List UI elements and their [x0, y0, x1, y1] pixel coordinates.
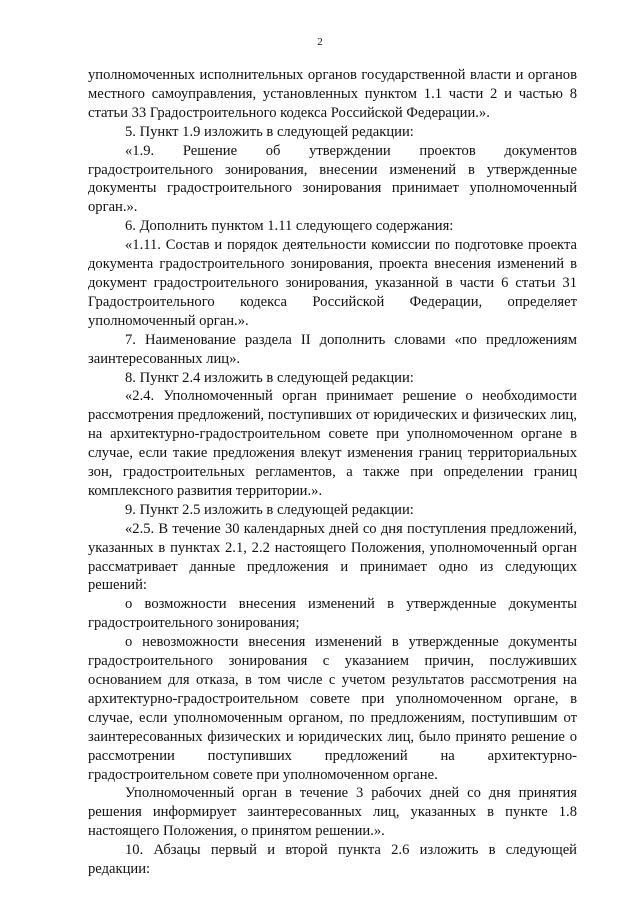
paragraph: о возможности внесения изменений в утвержденные документы градостроительного зонирования;	[88, 596, 577, 632]
paragraph: 8. Пункт 2.4 изложить в следующей редакции:	[125, 369, 414, 386]
paragraph: 9. Пункт 2.5 изложить в следующей редакции:	[125, 501, 414, 518]
paragraph: 7. Наименование раздела II дополнить словами «по предложениям заинтересованных лиц».	[88, 331, 577, 367]
paragraph: уполномоченных исполнительных органов государственной власти и органов местного самоуправления, установленных пунктом 1.1 части 2 и частью 8 статьи 33 Градостроительного кодекса Российской Федерации.».	[88, 67, 577, 121]
paragraph: о невозможности внесения изменений в утвержденные документы градостроительного зонирования с указанием причин, послуживших основанием для отказа, в том числе с учетом результатов рассмотрения на архитектурно-градостроительном совете при уполномоченном органе, в случае, если уполномоченным органом, по предложениям, поступившим от заинтересованных физических и юридических лиц, было принято решение о рассмотрении поступивших предложений на архитектурно-градостроительном совете при уполномоченном органе.	[88, 634, 577, 783]
paragraph: 6. Дополнить пунктом 1.11 следующего содержания:	[125, 218, 454, 235]
paragraph: 10. Абзацы первый и второй пункта 2.6 изложить в следующей редакции:	[88, 842, 577, 878]
paragraph: «2.4. Уполномоченный орган принимает решение о необходимости рассмотрения предложений, поступивших от юридических и физических лиц, на архитектурно-градостроительном совете при уполномоченном органе в случае, если такие предложения влекут изменения границ территориальных зон, градостроительных регламентов, а также при определении границ комплексного развития территории.».	[88, 388, 577, 499]
paragraph: «1.9. Решение об утверждении проектов документов градостроительного зонирования, внесении изменений в утвержденные документы градостроительного зонирования принимает уполномоченный орган.».	[88, 142, 577, 216]
paragraph: «1.11. Состав и порядок деятельности комиссии по подготовке проекта документа градостроительного зонирования, проекта внесения изменений в документ градостроительного зонирования, указанной в части 6 статьи 31 Градостроительного кодекса Российской Федерации, определяет уполномоченный орган.».	[88, 237, 577, 329]
paragraph: 5. Пункт 1.9 изложить в следующей редакции:	[125, 123, 414, 140]
paragraph: «2.5. В течение 30 календарных дней со дня поступления предложений, указанных в пунктах 2.1, 2.2 настоящего Положения, уполномоченный орган рассматривает данные предложения и принимает одно из следующих решений:	[88, 520, 577, 594]
page-number: 2	[317, 36, 323, 48]
document-body	[88, 66, 577, 879]
paragraph: Уполномоченный орган в течение 3 рабочих дней со дня принятия решения информирует заинтересованных лиц, указанных в пункте 1.8 настоящего Положения, о принятом решении.».	[88, 785, 577, 840]
